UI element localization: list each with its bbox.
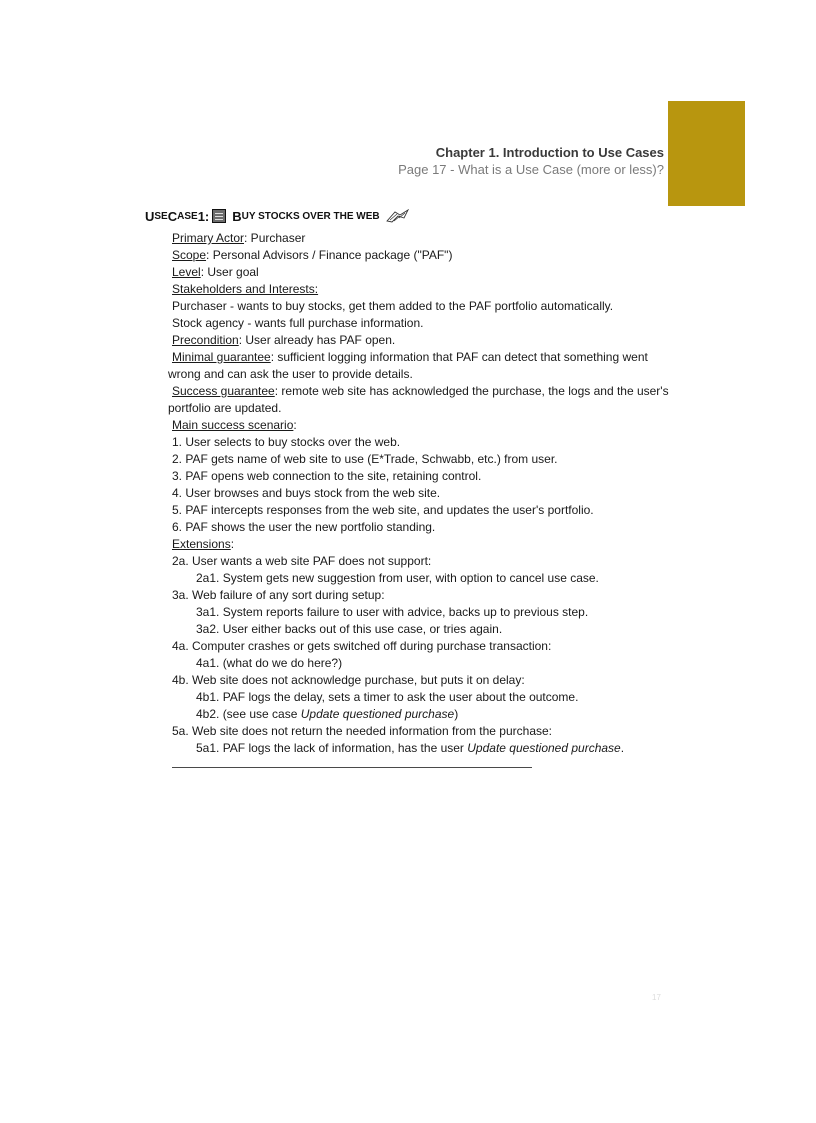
use-case-link[interactable]: Update questioned purchase xyxy=(300,707,455,721)
extension-condition: 4a. Computer crashes or gets switched off during purchase transaction: xyxy=(172,639,552,653)
success-guarantee-cont: portfolio are updated. xyxy=(168,401,282,415)
success-guarantee: Success guarantee: remote web site has acknowledged the purchase, the logs and the user's xyxy=(172,384,669,398)
page-header xyxy=(398,145,664,178)
main-scenario-heading: Main success scenario: xyxy=(172,418,297,432)
stakeholders-heading: Stakeholders and Interests: xyxy=(172,282,319,296)
summary-box-icon xyxy=(212,209,226,223)
precondition: Precondition: User already has PAF open. xyxy=(172,333,396,347)
scenario-step: 3. PAF opens web connection to the site, retaining control. xyxy=(172,469,482,483)
scenario-step: 2. PAF gets name of web site to use (E*Trade, Schwabb, etc.) from user. xyxy=(172,452,558,466)
extension-step: 3a1. System reports failure to user with advice, backs up to previous step. xyxy=(196,605,589,619)
extension-step: 2a1. System gets new suggestion from user, with option to cancel use case. xyxy=(196,571,599,585)
extension-step: 4b2. (see use case Update questioned purchase) xyxy=(196,707,459,721)
kite-icon xyxy=(386,209,410,223)
use-case-link[interactable]: Update questioned purchase xyxy=(467,741,621,755)
stakeholder-item: Stock agency - wants full purchase information. xyxy=(172,316,424,330)
page-number: 17 xyxy=(652,993,661,1002)
scenario-step: 6. PAF shows the user the new portfolio standing. xyxy=(172,520,436,534)
extension-condition: 5a. Web site does not return the needed information from the purchase: xyxy=(172,724,553,738)
scope: Scope: Personal Advisors / Finance package ("PAF") xyxy=(172,248,453,262)
scenario-step: 4. User browses and buys stock from the web site. xyxy=(172,486,441,500)
level: Level: User goal xyxy=(172,265,259,279)
extension-condition: 3a. Web failure of any sort during setup: xyxy=(172,588,385,602)
end-divider xyxy=(172,767,532,768)
extension-step: 5a1. PAF logs the lack of information, has the user Update questioned purchase. xyxy=(196,741,625,755)
extension-step: 4b1. PAF logs the delay, sets a timer to ask the user about the outcome. xyxy=(196,690,579,704)
stakeholder-item: Purchaser - wants to buy stocks, get them added to the PAF portfolio automatically. xyxy=(172,299,614,313)
primary-actor: Primary Actor: Purchaser xyxy=(172,231,306,245)
extensions-heading: Extensions: xyxy=(172,537,235,551)
page-subtitle: Page 17 - What is a Use Case (more or less)? xyxy=(398,162,664,177)
scenario-step: 5. PAF intercepts responses from the web site, and updates the user's portfolio. xyxy=(172,503,594,517)
extension-condition: 2a. User wants a web site PAF does not support: xyxy=(172,554,432,568)
minimal-guarantee: Minimal guarantee: sufficient logging information that PAF can detect that something went xyxy=(172,350,648,364)
extension-condition: 4b. Web site does not acknowledge purchase, but puts it on delay: xyxy=(172,673,525,687)
minimal-guarantee-cont: wrong and can ask the user to provide details. xyxy=(168,367,413,381)
chapter-tab-marker xyxy=(668,101,745,206)
chapter-title: Chapter 1. Introduction to Use Cases xyxy=(435,145,664,160)
extension-step: 4a1. (what do we do here?) xyxy=(196,656,343,670)
extension-step: 3a2. User either backs out of this use case, or tries again. xyxy=(196,622,503,636)
use-case-body xyxy=(168,230,678,757)
use-case-title: U SE C ASE 1: B UY STOCKS OVER THE WEB xyxy=(145,207,410,225)
scenario-step: 1. User selects to buy stocks over the web. xyxy=(172,435,401,449)
